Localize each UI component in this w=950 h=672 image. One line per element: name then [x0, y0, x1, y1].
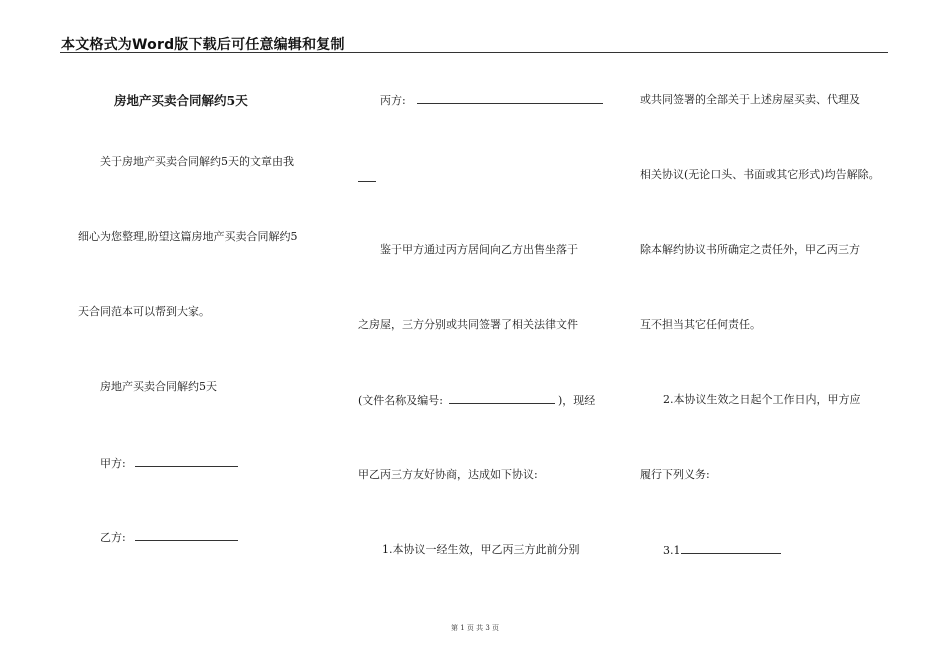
document-name-blank [449, 393, 555, 404]
subtitle: 房地产买卖合同解约5天 [100, 380, 217, 393]
party-a-line [100, 456, 238, 471]
clause-3-1-line [663, 543, 781, 558]
clause-3-1-blank [681, 543, 781, 554]
col3-line-6: 履行下列义务: [640, 468, 710, 481]
party-c-label: 丙方: [380, 94, 406, 107]
col3-line-2: 相关协议(无论口头、书面或其它形式)均告解除。 [640, 168, 880, 181]
party-c-line [380, 93, 603, 108]
party-c-blank-tail [358, 171, 376, 182]
header-divider [60, 52, 888, 53]
intro-line-3: 天合同范本可以帮到大家。 [78, 305, 210, 318]
party-a-label: 甲方: [100, 457, 126, 470]
para-line-1: 鉴于甲方通过丙方居间向乙方出售坐落于 [380, 243, 578, 256]
clause-1-line: 1.本协议一经生效，甲乙丙三方此前分别 [382, 543, 580, 556]
clause-2-line: 2.本协议生效之日起个工作日内，甲方应 [663, 393, 861, 406]
para-line-3-tail: )，现经 [558, 394, 596, 407]
page-number: 第 1 页 共 3 页 [450, 624, 500, 632]
para-line-3 [358, 393, 595, 408]
para-line-2: 之房屋，三方分别或共同签署了相关法律文件 [358, 318, 578, 331]
document-title: 房地产买卖合同解约5天 [114, 93, 248, 108]
clause-3-1-label: 3.1 [663, 544, 681, 557]
intro-line-1: 关于房地产买卖合同解约5天的文章由我 [100, 155, 294, 168]
party-b-blank [135, 530, 238, 541]
party-c-blank-continued [358, 171, 376, 186]
party-a-blank [135, 456, 238, 467]
col3-line-1: 或共同签署的全部关于上述房屋买卖、代理及 [640, 93, 860, 106]
party-b-label: 乙方: [100, 531, 126, 544]
col3-line-4: 互不担当其它任何责任。 [640, 318, 761, 331]
document-name-label: (文件名称及编号: [358, 394, 443, 407]
party-c-blank [417, 93, 603, 104]
party-b-line [100, 530, 238, 545]
para-line-4: 甲乙丙三方友好协商，达成如下协议: [358, 468, 538, 481]
document-header: 本文格式为Word版下载后可任意编辑和复制 [61, 37, 345, 53]
col3-line-3: 除本解约协议书所确定之责任外，甲乙丙三方 [640, 243, 860, 256]
intro-line-2: 细心为您整理,盼望这篇房地产买卖合同解约5 [78, 230, 298, 243]
